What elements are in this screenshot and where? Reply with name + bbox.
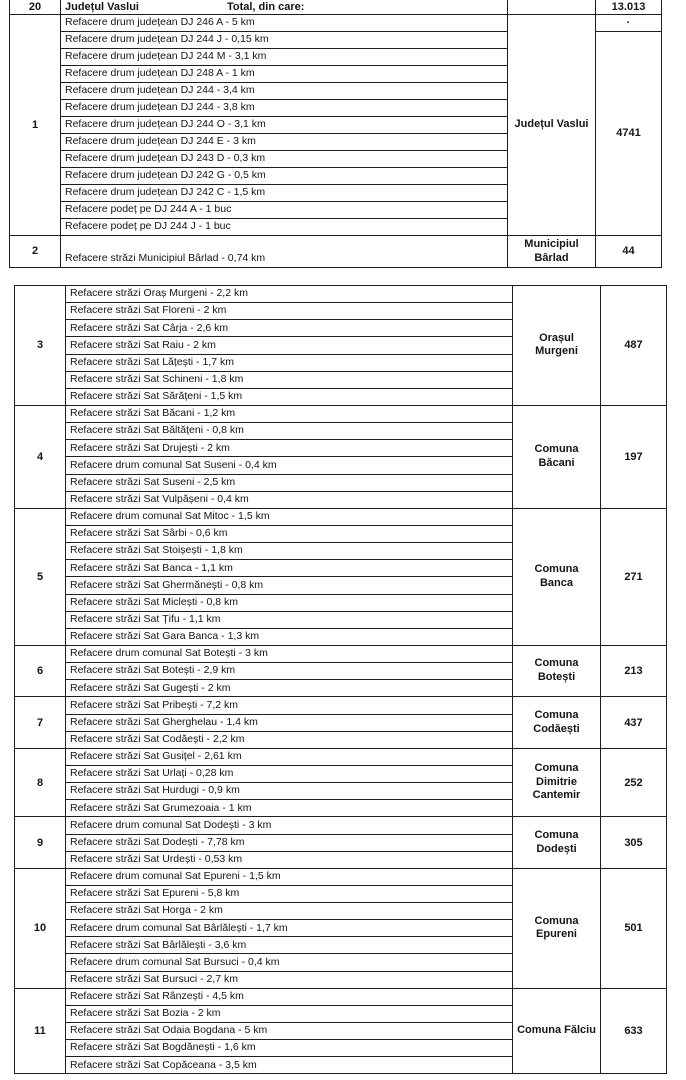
table-row (15, 748, 667, 765)
work-item: Refacere străzi Sat Gugești - 2 km (66, 680, 513, 697)
work-item: Refacere podeț pe DJ 244 A - 1 buc (61, 202, 508, 219)
work-item: Refacere drum județean DJ 244 - 3,4 km (61, 83, 508, 100)
work-item: Refacere străzi Sat Băltățeni - 0,8 km (66, 423, 513, 440)
works-table-bottom-body (15, 286, 667, 1074)
work-item: Refacere străzi Sat Odaia Bogdana - 5 km (66, 1023, 513, 1040)
row-number: 8 (15, 748, 66, 817)
row-number: 10 (15, 868, 66, 988)
row-total: 4741 (596, 32, 662, 236)
work-item: Refacere drum județean DJ 244 - 3,8 km (61, 100, 508, 117)
table-row (10, 15, 662, 32)
work-item: Refacere străzi Sat Bursuci - 2,7 km (66, 971, 513, 988)
row-total: 437 (601, 697, 667, 748)
table-row (15, 508, 667, 525)
table-row (15, 988, 667, 1005)
work-item: Refacere drum comunal Sat Suseni - 0,4 km (66, 457, 513, 474)
work-item: Refacere străzi Sat Rânzești - 4,5 km (66, 988, 513, 1005)
row-number: 3 (15, 286, 66, 406)
work-item: Refacere străzi Sat Epureni - 5,8 km (66, 885, 513, 902)
location-comuna-bacani: Comuna Băcani (513, 405, 601, 508)
table-row (15, 405, 667, 422)
work-item: Refacere străzi Sat Sărățeni - 1,5 km (66, 388, 513, 405)
work-item: Refacere străzi Sat Banca - 1,1 km (66, 560, 513, 577)
row-total: 633 (601, 988, 667, 1074)
work-item: Refacere străzi Sat Botești - 2,9 km (66, 663, 513, 680)
work-item: Refacere străzi Sat Urdești - 0,53 km (66, 851, 513, 868)
row-total: 487 (601, 286, 667, 406)
table-header-row (10, 0, 662, 15)
table-row (15, 286, 667, 303)
work-item: Refacere drum comunal Sat Mitoc - 1,5 km (66, 508, 513, 525)
header-county-cell (61, 0, 508, 15)
work-item: Refacere străzi Sat Gusițel - 2,61 km (66, 748, 513, 765)
work-item: Refacere drum județean DJ 244 O - 3,1 km (61, 117, 508, 134)
work-item: Refacere drum județean DJ 243 D - 0,3 km (61, 151, 508, 168)
work-item: Refacere podeț pe DJ 244 J - 1 buc (61, 219, 508, 236)
works-table-bottom (14, 285, 667, 1074)
work-item: Refacere străzi Sat Gara Banca - 1,3 km (66, 628, 513, 645)
location-municipiul-barlad: Municipiul Bârlad (508, 236, 596, 268)
work-item: Refacere drum județean DJ 244 J - 0,15 km (61, 32, 508, 49)
work-item: Refacere străzi Sat Cârja - 2,6 km (66, 320, 513, 337)
work-item: Refacere drum comunal Sat Botești - 3 km (66, 645, 513, 662)
work-item: Refacere străzi Sat Raiu - 2 km (66, 337, 513, 354)
row-total-mark: · (596, 15, 662, 32)
location-judetul-vaslui: Județul Vaslui (508, 15, 596, 236)
row-number: 9 (15, 817, 66, 868)
work-item: Refacere drum județean DJ 246 A - 5 km (61, 15, 508, 32)
row-total: 271 (601, 508, 667, 645)
works-table-top (9, 0, 662, 268)
location-comuna-botesti: Comuna Botești (513, 645, 601, 696)
row-number: 4 (15, 405, 66, 508)
work-item: Refacere drum județean DJ 248 A - 1 km (61, 66, 508, 83)
row-number: 2 (10, 236, 61, 268)
table-row (15, 868, 667, 885)
row-number: 6 (15, 645, 66, 696)
header-county: Județul Vaslui (65, 0, 139, 13)
work-item: Refacere străzi Sat Urlați - 0,28 km (66, 765, 513, 782)
work-item: Refacere străzi Oraș Murgeni - 2,2 km (66, 286, 513, 303)
work-item: Refacere străzi Sat Dodești - 7,78 km (66, 834, 513, 851)
work-item: Refacere străzi Sat Țifu - 1,1 km (66, 611, 513, 628)
works-table-top-body (10, 0, 662, 268)
work-item: Refacere străzi Sat Grumezoaia - 1 km (66, 800, 513, 817)
location-comuna-banca: Comuna Banca (513, 508, 601, 645)
work-item: Refacere străzi Sat Sârbi - 0,6 km (66, 525, 513, 542)
work-item: Refacere străzi Sat Vulpășeni - 0,4 km (66, 491, 513, 508)
location-comuna-falciu: Comuna Fălciu (513, 988, 601, 1074)
table-row (15, 817, 667, 834)
row-number: 5 (15, 508, 66, 645)
row-total: 44 (596, 236, 662, 268)
row-number: 7 (15, 697, 66, 748)
row-total: 305 (601, 817, 667, 868)
work-item: Refacere drum comunal Sat Bârlălești - 1,7 km (66, 920, 513, 937)
work-item: Refacere drum județean DJ 244 M - 3,1 km (61, 49, 508, 66)
work-item: Refacere drum județean DJ 244 E - 3 km (61, 134, 508, 151)
work-item: Refacere drum județean DJ 242 C - 1,5 km (61, 185, 508, 202)
work-item: Refacere străzi Sat Bozia - 2 km (66, 1005, 513, 1022)
location-comuna-dimitrie-cantemir: Comuna Dimitrie Cantemir (513, 748, 601, 817)
location-comuna-dodesti: Comuna Dodești (513, 817, 601, 868)
work-item: Refacere străzi Sat Pribești - 7,2 km (66, 697, 513, 714)
location-comuna-epureni: Comuna Epureni (513, 868, 601, 988)
table-row (15, 697, 667, 714)
work-item: Refacere străzi Sat Băcani - 1,2 km (66, 405, 513, 422)
work-item: Refacere străzi Sat Suseni - 2,5 km (66, 474, 513, 491)
row-number: 11 (15, 988, 66, 1074)
row-total: 213 (601, 645, 667, 696)
location-comuna-codaesti: Comuna Codăești (513, 697, 601, 748)
work-item: Refacere străzi Sat Ghermănești - 0,8 km (66, 577, 513, 594)
table-row (15, 645, 667, 662)
header-empty-cell (508, 0, 596, 15)
table-row (10, 236, 662, 268)
work-item: Refacere străzi Sat Codăești - 2,2 km (66, 731, 513, 748)
row-total: 501 (601, 868, 667, 988)
work-item: Refacere străzi Sat Drujești - 2 km (66, 440, 513, 457)
work-item: Refacere străzi Sat Schineni - 1,8 km (66, 371, 513, 388)
header-total: 13.013 (596, 0, 662, 15)
work-item: Refacere drum comunal Sat Dodești - 3 km (66, 817, 513, 834)
work-item: Refacere străzi Sat Floreni - 2 km (66, 303, 513, 320)
work-item: Refacere străzi Sat Horga - 2 km (66, 903, 513, 920)
work-item: Refacere străzi Sat Bogdănești - 1,6 km (66, 1040, 513, 1057)
work-item: Refacere străzi Sat Bârlălești - 3,6 km (66, 937, 513, 954)
work-item: Refacere drum județean DJ 242 G - 0,5 km (61, 168, 508, 185)
header-number: 20 (10, 0, 61, 15)
work-item: Refacere străzi Sat Miclești - 0,8 km (66, 594, 513, 611)
row-number: 1 (10, 15, 61, 236)
work-item: Refacere străzi Municipiul Bârlad - 0,74 km (61, 236, 508, 268)
work-item: Refacere drum comunal Sat Epureni - 1,5 km (66, 868, 513, 885)
row-total: 252 (601, 748, 667, 817)
work-item: Refacere străzi Sat Hurdugi - 0,9 km (66, 783, 513, 800)
work-item: Refacere străzi Sat Gherghelau - 1,4 km (66, 714, 513, 731)
header-total-label: Total, din care: (226, 0, 305, 13)
location-orasul-murgeni: Orașul Murgeni (513, 286, 601, 406)
work-item: Refacere străzi Sat Copăceana - 3,5 km (66, 1057, 513, 1074)
work-item: Refacere drum comunal Sat Bursuci - 0,4 km (66, 954, 513, 971)
row-total: 197 (601, 405, 667, 508)
work-item: Refacere străzi Sat Lățești - 1,7 km (66, 354, 513, 371)
work-item: Refacere străzi Sat Stoișești - 1,8 km (66, 543, 513, 560)
